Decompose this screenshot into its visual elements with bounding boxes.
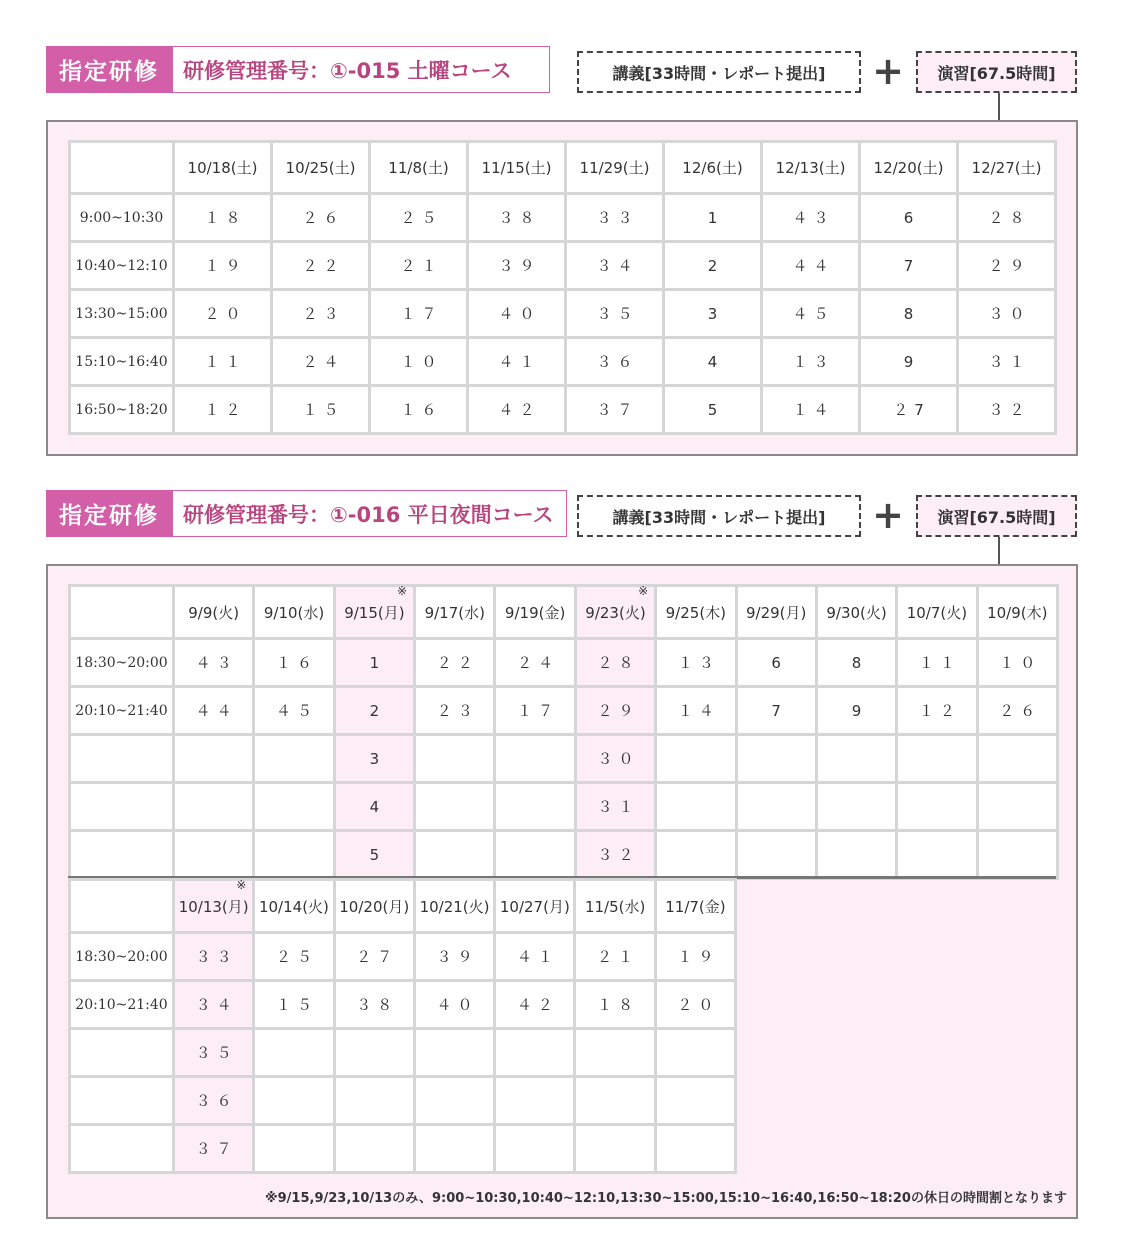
session-number-cell — [655, 1125, 735, 1173]
date-header — [655, 880, 735, 933]
session-number-cell: ３５ — [566, 290, 664, 338]
session-number-cell: ３９ — [468, 242, 566, 290]
date-label: 9/19(金) — [504, 603, 566, 622]
date-header — [254, 880, 334, 933]
session-number-cell: ２７ — [334, 933, 414, 981]
table-row — [70, 687, 1058, 735]
footnote: ※9/15,9/23,10/13のみ、9:00~10:30,10:40~12:10,13:30~15:00,15:10~16:40,16:50~18:20の休日の時間割となります — [265, 1191, 1067, 1206]
session-number-cell: ２２ — [415, 639, 495, 687]
date-header — [174, 586, 254, 639]
session-number-cell: 6 — [860, 194, 958, 242]
session-number-cell: 1 — [664, 194, 762, 242]
session-number-cell: 5 — [664, 386, 762, 434]
session-number-cell — [414, 1125, 494, 1173]
session-number-cell — [736, 735, 816, 783]
session-number-cell: 6 — [736, 639, 816, 687]
date-label: 10/9(木) — [987, 603, 1048, 622]
holiday-mark: ※ — [397, 584, 408, 598]
time-slot-cell — [70, 1029, 174, 1077]
date-label: 10/7(火) — [906, 603, 968, 622]
session-number-cell: ４３ — [762, 194, 860, 242]
date-label: 10/14(火) — [258, 897, 329, 916]
exercise-label: 演習[67.5時間] — [916, 51, 1077, 93]
time-slot-cell: 10:40~12:10 — [70, 242, 174, 290]
session-number-cell: ２５ — [254, 933, 334, 981]
session-number-cell: １１ — [897, 639, 977, 687]
session-number-cell — [334, 1125, 414, 1173]
session-number-cell: ３０ — [575, 735, 655, 783]
date-header — [897, 586, 977, 639]
session-number-cell — [897, 735, 977, 783]
table-row — [70, 194, 1056, 242]
session-number-cell — [575, 1077, 655, 1125]
date-header — [566, 142, 664, 194]
session-number-cell: ２２ — [272, 242, 370, 290]
table-row — [70, 386, 1056, 434]
session-number-cell: 1 — [334, 639, 414, 687]
session-number-cell: 9 — [816, 687, 896, 735]
session-number-cell — [495, 1077, 575, 1125]
time-slot-cell: 20:10~21:40 — [70, 981, 174, 1029]
session-number-cell: 3 — [664, 290, 762, 338]
session-number-cell: ２１ — [370, 242, 468, 290]
session-number-cell: ３２ — [958, 386, 1056, 434]
session-number-cell — [414, 1029, 494, 1077]
date-label: 11/8(土) — [388, 159, 449, 177]
date-header — [334, 880, 414, 933]
session-number-cell: ２８ — [575, 639, 655, 687]
holiday-mark: ※ — [638, 584, 649, 598]
date-label: 11/7(金) — [665, 897, 726, 916]
session-number-cell: ３４ — [566, 242, 664, 290]
session-number-cell: ４４ — [174, 687, 254, 735]
session-number-cell: 7 — [736, 687, 816, 735]
time-slot-cell: 20:10~21:40 — [70, 687, 174, 735]
course-tag: 指定研修 — [46, 490, 172, 537]
session-number-cell: １４ — [762, 386, 860, 434]
session-number-cell: ３６ — [174, 1077, 254, 1125]
session-number-cell — [334, 1029, 414, 1077]
date-header — [334, 586, 414, 639]
date-label: 9/23(火) — [585, 603, 646, 622]
session-number-cell — [736, 783, 816, 831]
session-number-cell: １８ — [575, 981, 655, 1029]
session-number-cell: １９ — [655, 933, 735, 981]
date-header — [656, 586, 736, 639]
session-number-cell: ２８ — [958, 194, 1056, 242]
session-number-cell: ２６ — [272, 194, 370, 242]
session-number-cell — [495, 783, 575, 831]
date-label: 9/9(火) — [188, 603, 240, 622]
session-number-cell — [174, 735, 254, 783]
time-slot-cell: 18:30~20:00 — [70, 639, 174, 687]
session-number-cell: ４３ — [174, 639, 254, 687]
lecture-label: 講義[33時間・レポート提出] — [577, 495, 861, 537]
session-number-cell: １７ — [495, 687, 575, 735]
session-number-cell — [656, 735, 736, 783]
date-header — [414, 880, 494, 933]
session-number-cell: ４１ — [468, 338, 566, 386]
date-label: 9/29(月) — [746, 603, 807, 622]
session-number-cell — [655, 1077, 735, 1125]
connector-line — [998, 93, 1000, 120]
table-row — [70, 242, 1056, 290]
table-row — [70, 1029, 736, 1077]
session-number-cell — [495, 735, 575, 783]
session-number-cell: ２０ — [655, 981, 735, 1029]
session-number-cell — [415, 735, 495, 783]
session-number-cell — [655, 1029, 735, 1077]
session-number-cell: ３７ — [174, 1125, 254, 1173]
time-slot-cell: 13:30~15:00 — [70, 290, 174, 338]
session-number-cell: １９ — [174, 242, 272, 290]
session-number-cell: ４０ — [468, 290, 566, 338]
session-number-cell: ２９ — [958, 242, 1056, 290]
date-header — [762, 142, 860, 194]
table-row — [70, 1077, 736, 1125]
date-header — [736, 586, 816, 639]
session-number-cell — [254, 783, 334, 831]
session-number-cell: １５ — [272, 386, 370, 434]
session-number-cell: ２１ — [575, 933, 655, 981]
session-number-cell — [816, 831, 896, 879]
session-number-cell: ４０ — [414, 981, 494, 1029]
holiday-mark: ※ — [236, 878, 247, 892]
session-number-cell: ４２ — [495, 981, 575, 1029]
session-number-cell: ３３ — [566, 194, 664, 242]
session-number-cell: 4 — [664, 338, 762, 386]
time-slot-cell: 16:50~18:20 — [70, 386, 174, 434]
date-label: 9/10(水) — [263, 603, 325, 622]
date-label: 9/25(木) — [665, 603, 727, 622]
session-number-cell: ４５ — [254, 687, 334, 735]
table-row — [70, 290, 1056, 338]
session-number-cell — [656, 783, 736, 831]
table-row — [70, 933, 736, 981]
session-number-cell — [334, 1077, 414, 1125]
session-number-cell: 2 — [664, 242, 762, 290]
session-number-cell: ２7 — [860, 386, 958, 434]
session-number-cell: １４ — [656, 687, 736, 735]
date-header — [816, 586, 896, 639]
session-number-cell: 4 — [334, 783, 414, 831]
session-number-cell: ２５ — [370, 194, 468, 242]
date-label: 11/29(土) — [579, 159, 650, 177]
session-number-cell: ４１ — [495, 933, 575, 981]
date-header — [174, 142, 272, 194]
course-title: 研修管理番号：①-016 平日夜間コース — [172, 490, 567, 537]
time-slot-cell — [70, 735, 174, 783]
table-header-row — [70, 880, 736, 933]
date-header — [860, 142, 958, 194]
course-tag: 指定研修 — [46, 46, 172, 93]
session-number-cell — [415, 831, 495, 879]
date-header — [254, 586, 334, 639]
session-number-cell: １３ — [762, 338, 860, 386]
session-number-cell — [414, 1077, 494, 1125]
date-label: 9/30(火) — [826, 603, 887, 622]
session-number-cell: １２ — [174, 386, 272, 434]
session-number-cell — [254, 1125, 334, 1173]
date-header — [575, 880, 655, 933]
session-number-cell: １２ — [897, 687, 977, 735]
course-title: 研修管理番号：①-015 土曜コース — [172, 46, 550, 93]
date-header — [495, 880, 575, 933]
session-number-cell: 3 — [334, 735, 414, 783]
table-row — [70, 639, 1058, 687]
date-label: 11/5(水) — [584, 897, 646, 916]
session-number-cell: 9 — [860, 338, 958, 386]
session-number-cell — [254, 1029, 334, 1077]
session-number-cell: １６ — [254, 639, 334, 687]
plus-sign: + — [872, 493, 904, 537]
session-number-cell: ３２ — [575, 831, 655, 879]
session-number-cell: ３０ — [958, 290, 1056, 338]
session-number-cell: 8 — [860, 290, 958, 338]
table-row — [70, 981, 736, 1029]
saturday-schedule-table — [68, 140, 1057, 435]
date-header — [415, 586, 495, 639]
session-number-cell — [495, 1125, 575, 1173]
session-number-cell: 7 — [860, 242, 958, 290]
session-number-cell — [174, 783, 254, 831]
session-number-cell: ３５ — [174, 1029, 254, 1077]
date-label: 12/13(土) — [775, 159, 846, 177]
session-number-cell: １０ — [370, 338, 468, 386]
session-number-cell: ２３ — [415, 687, 495, 735]
time-slot-cell — [70, 1125, 174, 1173]
session-number-cell: ３１ — [575, 783, 655, 831]
date-label: 10/21(火) — [419, 897, 490, 916]
date-label: 12/27(土) — [971, 159, 1042, 177]
session-number-cell: ２４ — [495, 639, 575, 687]
connector-line — [998, 537, 1000, 564]
date-label: 10/20(月) — [339, 897, 410, 916]
session-number-cell — [254, 1077, 334, 1125]
session-number-cell: １０ — [977, 639, 1057, 687]
session-number-cell: ４５ — [762, 290, 860, 338]
session-number-cell — [254, 831, 334, 879]
session-number-cell — [495, 831, 575, 879]
session-number-cell — [415, 783, 495, 831]
time-slot-cell: 18:30~20:00 — [70, 933, 174, 981]
exercise-label: 演習[67.5時間] — [916, 495, 1077, 537]
session-number-cell: 5 — [334, 831, 414, 879]
corner-cell — [70, 880, 174, 933]
date-header — [370, 142, 468, 194]
date-header — [174, 880, 254, 933]
date-header — [664, 142, 762, 194]
corner-cell — [70, 586, 174, 639]
session-number-cell: ４４ — [762, 242, 860, 290]
session-number-cell — [495, 1029, 575, 1077]
session-number-cell: 2 — [334, 687, 414, 735]
session-number-cell — [174, 831, 254, 879]
table-row — [70, 783, 1058, 831]
session-number-cell: ２６ — [977, 687, 1057, 735]
session-number-cell: ２４ — [272, 338, 370, 386]
session-number-cell: ２３ — [272, 290, 370, 338]
date-label: 12/6(土) — [682, 159, 743, 177]
session-number-cell: ３９ — [414, 933, 494, 981]
session-number-cell: １８ — [174, 194, 272, 242]
session-number-cell: １６ — [370, 386, 468, 434]
corner-cell — [70, 142, 174, 194]
table-row — [70, 1125, 736, 1173]
time-slot-cell — [70, 831, 174, 879]
session-number-cell — [977, 831, 1057, 879]
session-number-cell: １５ — [254, 981, 334, 1029]
session-number-cell: ２９ — [575, 687, 655, 735]
time-slot-cell — [70, 1077, 174, 1125]
session-number-cell: １１ — [174, 338, 272, 386]
date-header — [468, 142, 566, 194]
table-row — [70, 831, 1058, 879]
date-header — [272, 142, 370, 194]
date-header — [575, 586, 655, 639]
date-label: 9/15(月) — [344, 603, 405, 622]
session-number-cell — [897, 831, 977, 879]
time-slot-cell: 15:10~16:40 — [70, 338, 174, 386]
session-number-cell — [575, 1029, 655, 1077]
date-header — [495, 586, 575, 639]
session-number-cell: ３１ — [958, 338, 1056, 386]
table-row — [70, 338, 1056, 386]
session-number-cell — [656, 831, 736, 879]
plus-sign: + — [872, 49, 904, 93]
table-header-row — [70, 586, 1058, 639]
weekday-schedule-table-1 — [68, 584, 1059, 880]
session-number-cell: ３８ — [334, 981, 414, 1029]
session-number-cell — [977, 783, 1057, 831]
date-header — [958, 142, 1056, 194]
session-number-cell: １７ — [370, 290, 468, 338]
lecture-label: 講義[33時間・レポート提出] — [577, 51, 861, 93]
session-number-cell: 8 — [816, 639, 896, 687]
session-number-cell — [254, 735, 334, 783]
weekday-schedule-table-2 — [68, 878, 737, 1174]
session-number-cell: ３６ — [566, 338, 664, 386]
date-label: 10/25(土) — [285, 159, 356, 177]
session-number-cell: ４２ — [468, 386, 566, 434]
date-label: 12/20(土) — [873, 159, 944, 177]
session-number-cell: ３３ — [174, 933, 254, 981]
time-slot-cell — [70, 783, 174, 831]
session-number-cell: ３７ — [566, 386, 664, 434]
date-header — [977, 586, 1057, 639]
date-label: 11/15(土) — [481, 159, 552, 177]
session-number-cell — [977, 735, 1057, 783]
date-label: 9/17(水) — [424, 603, 485, 622]
session-number-cell: １３ — [656, 639, 736, 687]
session-number-cell — [816, 783, 896, 831]
date-label: 10/18(土) — [187, 159, 258, 177]
session-number-cell — [736, 831, 816, 879]
session-number-cell — [816, 735, 896, 783]
session-number-cell — [897, 783, 977, 831]
time-slot-cell: 9:00~10:30 — [70, 194, 174, 242]
date-label: 10/13(月) — [178, 897, 249, 916]
session-number-cell: ３４ — [174, 981, 254, 1029]
table-header-row — [70, 142, 1056, 194]
session-number-cell: ２０ — [174, 290, 272, 338]
table-row — [70, 735, 1058, 783]
date-label: 10/27(月) — [499, 897, 570, 916]
session-number-cell — [575, 1125, 655, 1173]
session-number-cell: ３８ — [468, 194, 566, 242]
